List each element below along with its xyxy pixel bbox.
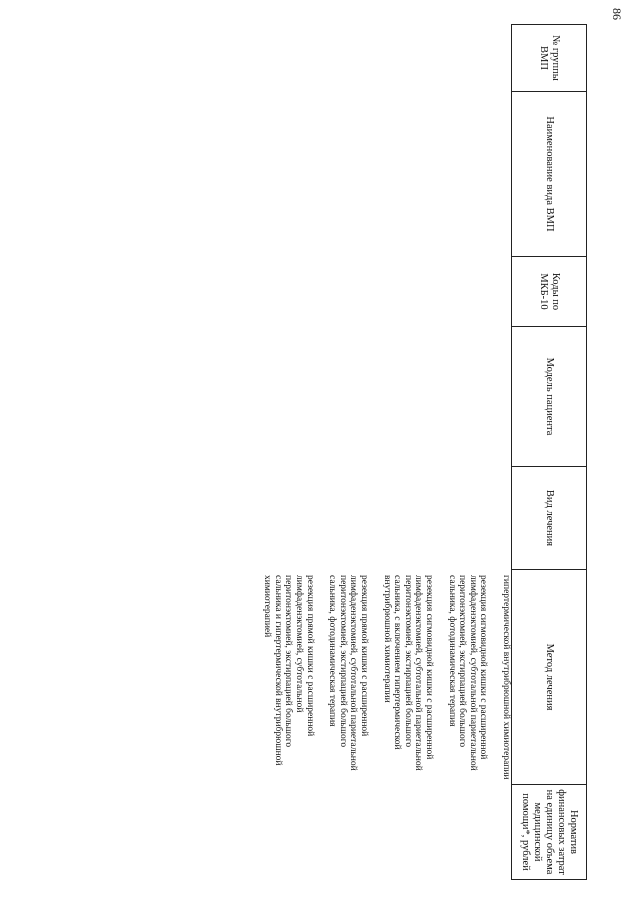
method-entry: [500, 575, 511, 783]
header-patient-model: Модель пациента: [511, 327, 587, 467]
header-treatment-type: Вид лечения: [511, 467, 587, 570]
method-entry: [381, 575, 434, 783]
header-group-number: № группы ВМП: [511, 24, 587, 92]
treatment-method-column: [250, 575, 511, 783]
header-cost-norm: Норматив финансовых затрат на единицу объема медицинской помощи*, рублей: [511, 785, 587, 880]
header-mkb-codes: Коды по МКБ-10: [511, 257, 587, 327]
method-text: резекция сигмовидной кишки с расширенной лимфаденэктомией, субтотальной париетальной перитонэктомией, экстирпацией большого сальника, с включением гипертермической внутрибрюшной химиотерапии: [381, 575, 435, 771]
method-text: резекция прямой кишки с расширенной лимфаденэктомией, субтотальной париетальной перитонэктомией, экстирпацией большого сальника, фотодинамическая терапия: [327, 575, 370, 771]
page-number: 86: [610, 8, 624, 20]
method-text: резекция сигмовидной кишки с расширенной лимфаденэктомией, субтотальной париетальной перитонэктомией, экстирпацией большого сальника, фотодинамическая терапия: [446, 575, 489, 771]
header-vmp-name: Наименование вида ВМП: [511, 92, 587, 257]
method-text: гипертермической внутрибрюшной химиотерапии: [501, 575, 511, 780]
method-entry: [262, 575, 315, 783]
method-text: резекция прямой кишки с расширенной лимфаденэктомией, субтотальной перитонэктомией, экстирпацией большого сальника и гипертермической внутрибрюшной химиотерапией: [262, 575, 315, 766]
method-entry: [327, 575, 369, 783]
method-entry: [446, 575, 488, 783]
header-treatment-method: Метод лечения: [511, 570, 587, 785]
